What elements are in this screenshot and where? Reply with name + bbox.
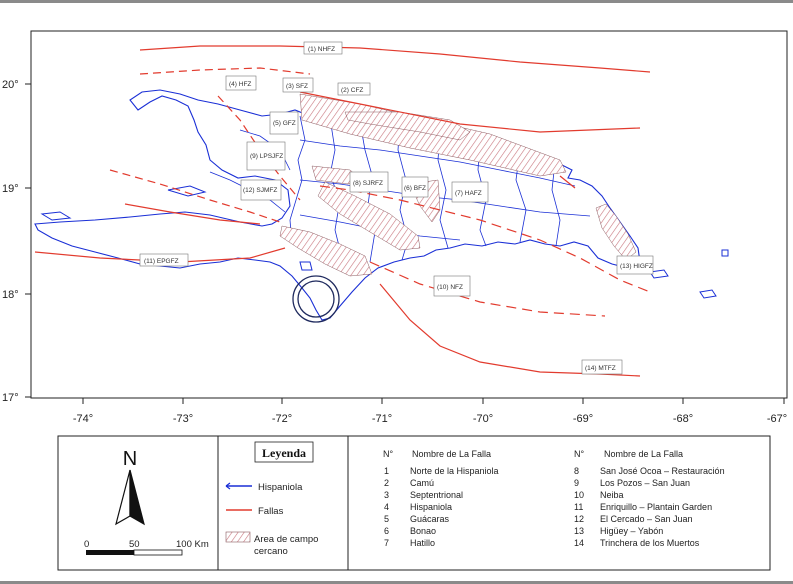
- legend-title: Leyenda: [261, 446, 307, 460]
- table-row-name: Norte de la Hispaniola: [410, 466, 499, 476]
- table-row-name: El Cercado – San Juan: [600, 514, 693, 524]
- fault-label: (3) SFZ: [286, 83, 309, 90]
- lat-tick-label: 18°: [2, 289, 19, 301]
- table-row-name: Bonao: [410, 526, 437, 536]
- lon-tick-label: -73°: [172, 413, 194, 425]
- scale-label: 0: [84, 539, 90, 550]
- table-row-number: 9: [574, 478, 580, 488]
- fault-label: (8) SJRFZ: [353, 180, 383, 187]
- table-row-name: Hatillo: [410, 538, 436, 548]
- table-row-number: 11: [574, 502, 584, 512]
- scale-bar: [86, 550, 182, 555]
- fault-label: (13) HIGFZ: [620, 263, 653, 270]
- fault-label: (4) HFZ: [229, 81, 252, 88]
- table-row-name: Enriquillo – Plantain Garden: [600, 502, 713, 512]
- table-row-name: Higüey – Yabón: [600, 526, 664, 536]
- fault-label: (5) GFZ: [273, 120, 296, 127]
- legend-item-area: Area de campo: [254, 534, 319, 545]
- fault-label: (10) NFZ: [437, 284, 463, 291]
- scale-label: 100 Km: [176, 539, 209, 550]
- fault-label: (6) BFZ: [404, 185, 427, 192]
- table-header-no: N°: [574, 449, 585, 459]
- table-row-name: Camú: [410, 478, 435, 488]
- table-row-number: 7: [384, 538, 390, 548]
- table-header-name: Nombre de La Falla: [412, 449, 492, 459]
- map-frame: [31, 31, 787, 398]
- north-label: N: [122, 448, 138, 470]
- lat-tick-label: 19°: [2, 183, 19, 195]
- fault-label: (12) SJMFZ: [243, 187, 278, 194]
- table-row-name: Los Pozos – San Juan: [600, 478, 691, 488]
- table-row-number: 8: [574, 466, 580, 476]
- lat-tick-label: 20°: [2, 79, 19, 91]
- fault-label: (2) CFZ: [341, 87, 364, 94]
- legend-item-hispaniola: Hispaniola: [258, 482, 303, 493]
- lon-tick-label: -71°: [371, 413, 393, 425]
- table-row-number: 6: [384, 526, 390, 536]
- table-row-number: 12: [574, 514, 585, 524]
- legend-item-area-2: cercano: [254, 546, 288, 557]
- fault-label: (9) LPSJFZ: [250, 153, 284, 160]
- lon-tick-label: -69°: [572, 413, 594, 425]
- table-row-name: San José Ocoa – Restauración: [600, 466, 725, 476]
- table-row-number: 1: [384, 466, 390, 476]
- legend-item-fallas: Fallas: [258, 506, 284, 517]
- table-row-number: 2: [384, 478, 390, 488]
- lon-tick-label: -70°: [472, 413, 494, 425]
- table-row-number: 13: [574, 526, 585, 536]
- table-row-name: Trinchera de los Muertos: [600, 538, 700, 548]
- fault-label: (7) HAFZ: [455, 190, 482, 197]
- table-row-number: 5: [384, 514, 390, 524]
- table-row-number: 4: [384, 502, 390, 512]
- table-header-no: N°: [383, 449, 394, 459]
- lat-tick-label: 17°: [2, 392, 19, 404]
- lon-tick-label: -74°: [72, 413, 94, 425]
- lon-tick-label: -68°: [672, 413, 694, 425]
- lon-tick-label: -67°: [766, 413, 788, 425]
- table-row-number: 14: [574, 538, 585, 548]
- fault-label: (1) NHFZ: [308, 46, 336, 53]
- lon-tick-label: -72°: [271, 413, 293, 425]
- table-header-name: Nombre de La Falla: [604, 449, 684, 459]
- table-row-name: Hispaniola: [410, 502, 453, 512]
- fault-label: (14) MTFZ: [585, 365, 616, 372]
- table-row-name: Neiba: [600, 490, 624, 500]
- table-row-name: Guácaras: [410, 514, 450, 524]
- near-field-symbol: [226, 532, 250, 542]
- scale-label: 50: [129, 539, 140, 550]
- table-row-number: 10: [574, 490, 585, 500]
- table-row-name: Septentrional: [410, 490, 464, 500]
- table-row-number: 3: [384, 490, 390, 500]
- fault-label: (11) EPGFZ: [144, 258, 179, 265]
